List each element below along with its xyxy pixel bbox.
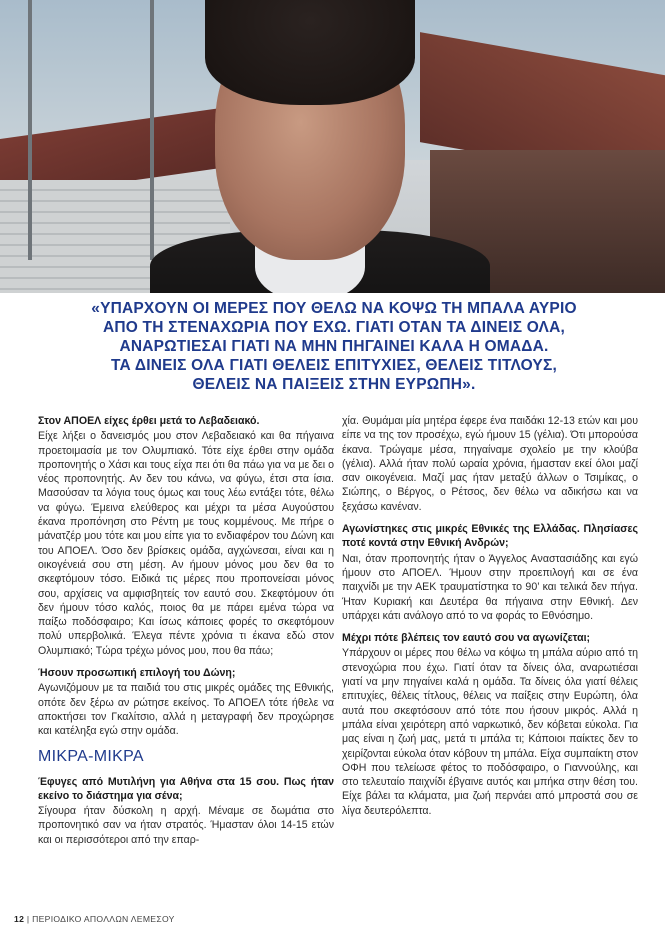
interview-question: Ήσουν προσωπική επιλογή του Δώνη; [38,667,236,680]
pull-quote-line: ΑΠΟ ΤΗ ΣΤΕΝΑΧΩΡΙΑ ΠΟΥ ΕΧΩ. ΓΙΑΤΙ ΟΤΑΝ ΤΑ ΔΙΝΕΙΣ ΟΛΑ, [103,319,565,336]
photo-pole [28,0,32,260]
pull-quote [38,299,630,394]
hero-photo [0,0,665,293]
interview-answer: Σίγουρα ήταν δύσκολη η αρχή. Μέναμε σε δωμάτια στο προπονητικό σαν να ήταν στρατός. Ήμασταν όλοι 14-15 ετών και οι περισσότεροι από την επαρ- [38,805,334,846]
interview-question: Αγωνίστηκες στις μικρές Εθνικές της Ελλάδας. Πλησίασες ποτέ κοντά στην Εθνική Ανδρών; [342,523,638,550]
page-footer [14,914,175,924]
pull-quote-line: «ΥΠΑΡΧΟΥΝ ΟΙ ΜΕΡΕΣ ΠΟΥ ΘΕΛΩ ΝΑ ΚΟΨΩ ΤΗ ΜΠΑΛΑ ΑΥΡΙΟ [91,300,577,317]
interview-answer: Ναι, όταν προπονητής ήταν ο Άγγελος Αναστασιάδης και εγώ ήμουν στο ΑΠΟΕΛ. Ήμουν στην προεπιλογή και σε ένα παιχνίδι με την ΑΕΚ τραυματίστηκα το 90’ και τελικά δεν πήγα. Ήταν Κυριακή και Δευτέρα θα πήγαινα στην Εθνική. Δεν υπάρχει κάτι ανάλογο από το να φοράς το Εθνόσημο. [342,552,638,622]
article-column-left [38,414,334,855]
pull-quote-line: ΑΝΑΡΩΤΙΕΣΑΙ ΓΙΑΤΙ ΝΑ ΜΗΝ ΠΗΓΑΙΝΕΙ ΚΑΛΑ Η ΟΜΑΔΑ. [119,338,549,355]
interview-answer: Αγωνιζόμουν με τα παιδιά του στις μικρές ομάδες της Εθνικής, οπότε δεν ξέρω αν ρώτησε εκείνος. Το ΑΠΟΕΛ τότε ήθελε να αποκτήσει τον Γκαλίτσιο, αλλά η μεταγραφή δεν προχώρησε και κατέληξα εγώ στην ομάδα. [38,682,334,738]
interview-answer: χία. Θυμάμαι μία μητέρα έφερε ένα παιδάκι 12-13 ετών και μου είπε να της τον προσέχω, εγώ ήμουν 15 (γέλια). Ότι μπορούσα έκανα. Τρώγαμε μέσα, πηγαίναμε σχολείο με την κλούβα (γέλια). Αλλά ήταν πολύ ωραία χρόνια, ήμασταν εκεί όλοι μαζί σαν οικογένεια. Μαζί μας ήταν μεταξύ άλλων ο Τσιμίκας, ο Σιώπης, ο Βέργος, ο Ρέτσος, δεν θέλω να αδικήσω και να ξεχάσω κανέναν. [342,415,638,513]
interview-answer: Υπάρχουν οι μέρες που θέλω να κόψω τη μπάλα αύριο από τη στενοχώρια που έχω. Γιατί όταν τα δίνεις όλα, αναρωτιέσαι γιατί να μην πηγαίνει καλά η ομάδα. Τα δίνεις όλα γιατί θέλεις επιτυχίες, θέλεις τίτλους, θέλεις να παίξεις στην Ευρώπη, όλα αυτά που σκεφτόσουν από τότε που ήσουν μικρός. Αλλά η μπάλα είναι χειρότερη από ναρκωτικό, δεν κόβεται εύκολα. Για μας είναι η ζωή μας, μετά τι μπάλα τι; Κάποιοι παίκτες δεν το χειρίζονται εύκολα όταν κόβουν τη μπάλα. Είχα συμπαίκτη στον ΟΦΗ που τελείωσε φέτος το ποδόσφαιρο, ο Γιαννούλης, και στο τελευταίο παιχνίδι έβγαινε αυτός και μπήκα στην θέση του. Είχε βάλει τα κλάματα, μια ζωή περνάει από μπροστά σου σε λίγα δευτερόλεπτα. [342,647,638,817]
photo-player-hair [205,0,415,105]
page-number: 12 [14,914,25,924]
interview-question: Μέχρι πότε βλέπεις τον εαυτό σου να αγωνίζεται; [342,632,591,645]
section-heading: ΜΙΚΡΑ-ΜΙΚΡΑ [38,747,144,765]
interview-question: Στον ΑΠΟΕΛ είχες έρθει μετά το Λεβαδειακό. [38,415,260,427]
article-column-right [342,414,638,826]
pull-quote-line: ΤΑ ΔΙΝΕΙΣ ΟΛΑ ΓΙΑΤΙ ΘΕΛΕΙΣ ΕΠΙΤΥΧΙΕΣ, ΘΕΛΕΙΣ ΤΙΤΛΟΥΣ, [111,357,557,374]
publication-name: ΠΕΡΙΟΔΙΚΟ ΑΠΟΛΛΩΝ ΛΕΜΕΣΟΥ [32,914,175,924]
photo-pole [150,0,154,260]
pull-quote-line: ΘΕΛΕΙΣ ΝΑ ΠΑΙΞΕΙΣ ΣΤΗΝ ΕΥΡΩΠΗ». [192,376,476,393]
interview-question: Έφυγες από Μυτιλήνη για Αθήνα στα 15 σου. Πως ήταν εκείνο το διάστημα για σένα; [38,775,334,802]
footer-separator: | [26,914,30,924]
interview-answer: Είχε λήξει ο δανεισμός μου στον Λεβαδειακό και θα πήγαινα προετοιμασία με τον Ολυμπιακό. Τότε είχε έρθει στην ομάδα προπονητής ο Χάσι και τους είχα πει ότι θα πάω για να με δει ο νέος προπονητής. Αν δεν του κάνω, να φύγω, έτσι στα ίσια. Μασούσαν τα λόγια τους όμως και τους λέω εντάξει τότε, θέλω να φύγω. Έμεινα ελεύθερος και μέχρι τα μέσα Αυγούστου έκανα προπόνηση στο Ρέντη με τους κομμένους. Με πήρε ο μάνατζέρ μου τότε και μου είπε για το ενδιαφέρον του Δώνη και του ΑΠΟΕΛ. Όσο δεν βρίσκεις ομάδα, αγχώνεσαι, είναι και η οικογένειά σου στη μέση. Αν ήμουν μόνος μου δεν θα το σκεφτόμουν τόσο. Ειδικά τις μέρες που προπονείσαι μόνος σου, αρχίσεις να αμφισβητείς τον εαυτό σου. Σκεφτόμουν ότι δεν ήμουν τόσο καλός, ποιος θα με πάρει εμένα τώρα να παίξω ποδόσφαιρο; Και ίσως κάποιες φορές το σκεφτόμουν πολύ υπερβολικά. Έλεγα πέντε χρόνια τι έκανα εδώ στον Ολυμπιακό; Τώρα τρέχω μόνος μου, που θα πάω; [38,430,334,657]
